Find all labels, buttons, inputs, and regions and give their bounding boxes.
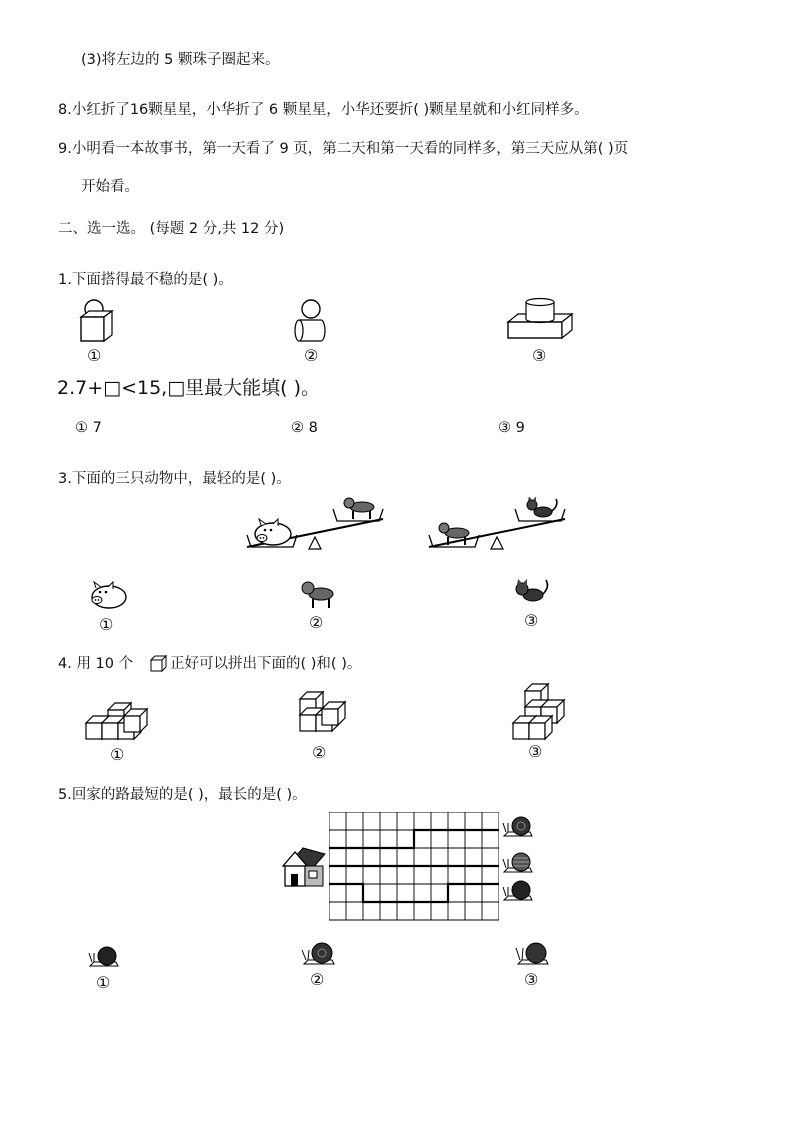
pig-icon — [85, 580, 129, 612]
path-grid — [329, 812, 499, 922]
q1-label-2: ② — [304, 346, 319, 365]
q2-option-3: ③ 9 — [498, 420, 525, 436]
cat-icon — [527, 497, 557, 517]
question-9-text-cont: 开始看。 — [81, 179, 139, 195]
section-2-title: 二、选一选。 (每题 2 分,共 12 分) — [58, 221, 285, 237]
unit-cube-icon — [150, 655, 168, 673]
unit-cube — [322, 702, 345, 725]
q2-option-2: ② 8 — [291, 420, 318, 436]
q1-stem: 1.下面搭得最不稳的是( )。 — [58, 272, 233, 288]
pig-icon — [255, 519, 291, 545]
q2-stem: 2.7+□<15,□里最大能填( )。 — [57, 377, 321, 399]
q4-label-2: ② — [312, 743, 327, 762]
q3-label-1: ① — [99, 615, 114, 634]
cylinder-on-prism-icon — [506, 296, 576, 344]
q3-label-3: ③ — [524, 611, 539, 630]
q5-label-2: ② — [310, 970, 325, 989]
balance-scale-icon-2 — [425, 497, 570, 559]
unit-cube — [124, 709, 147, 732]
question-9-text: 9.小明看一本故事书，第一天看了 9 页，第二天和第一天看的同样多，第三天应从第( )页 — [58, 141, 629, 157]
q5-label-1: ① — [96, 973, 111, 992]
cube-structure-2-icon — [296, 687, 348, 743]
q4-label-3: ③ — [528, 742, 543, 761]
q3-label-2: ② — [309, 613, 324, 632]
sphere-on-cube-icon — [76, 297, 116, 345]
cube-structure-3-icon — [509, 681, 567, 743]
q5-label-3: ③ — [524, 970, 539, 989]
snail-icon — [500, 876, 536, 906]
house-icon — [281, 844, 327, 888]
snail-icon — [500, 848, 536, 878]
sphere-on-cylinder-icon — [293, 297, 333, 345]
unit-cube — [529, 716, 552, 739]
q7-part3-text: (3)将左边的 5 颗珠子圈起来。 — [81, 52, 280, 68]
question-8-text: 8.小红折了16颗星星，小华折了 6 颗星星，小华还要折( )颗星星就和小红同样多。 — [58, 102, 589, 118]
q4-stem-suffix: 正好可以拼出下面的( )和( )。 — [170, 656, 362, 672]
dog-icon — [299, 578, 337, 612]
balance-scale-icon — [243, 497, 388, 559]
q4-label-1: ① — [110, 745, 125, 764]
q3-stem: 3.下面的三只动物中，最轻的是( )。 — [58, 471, 291, 487]
q2-option-1: ① 7 — [75, 420, 102, 436]
route-path — [329, 830, 499, 848]
snail-icon — [500, 812, 536, 842]
q1-label-1: ① — [87, 346, 102, 365]
cube-structure-1-icon — [84, 701, 154, 745]
snail-icon — [86, 942, 122, 972]
snail-icon — [300, 938, 338, 970]
q5-stem: 5.回家的路最短的是( )，最长的是( )。 — [58, 787, 307, 803]
cat-icon — [513, 576, 551, 606]
snail-icon — [514, 936, 552, 970]
q1-label-3: ③ — [532, 346, 547, 365]
dog-icon — [344, 498, 374, 519]
q4-stem-prefix: 4. 用 10 个 — [58, 656, 134, 672]
